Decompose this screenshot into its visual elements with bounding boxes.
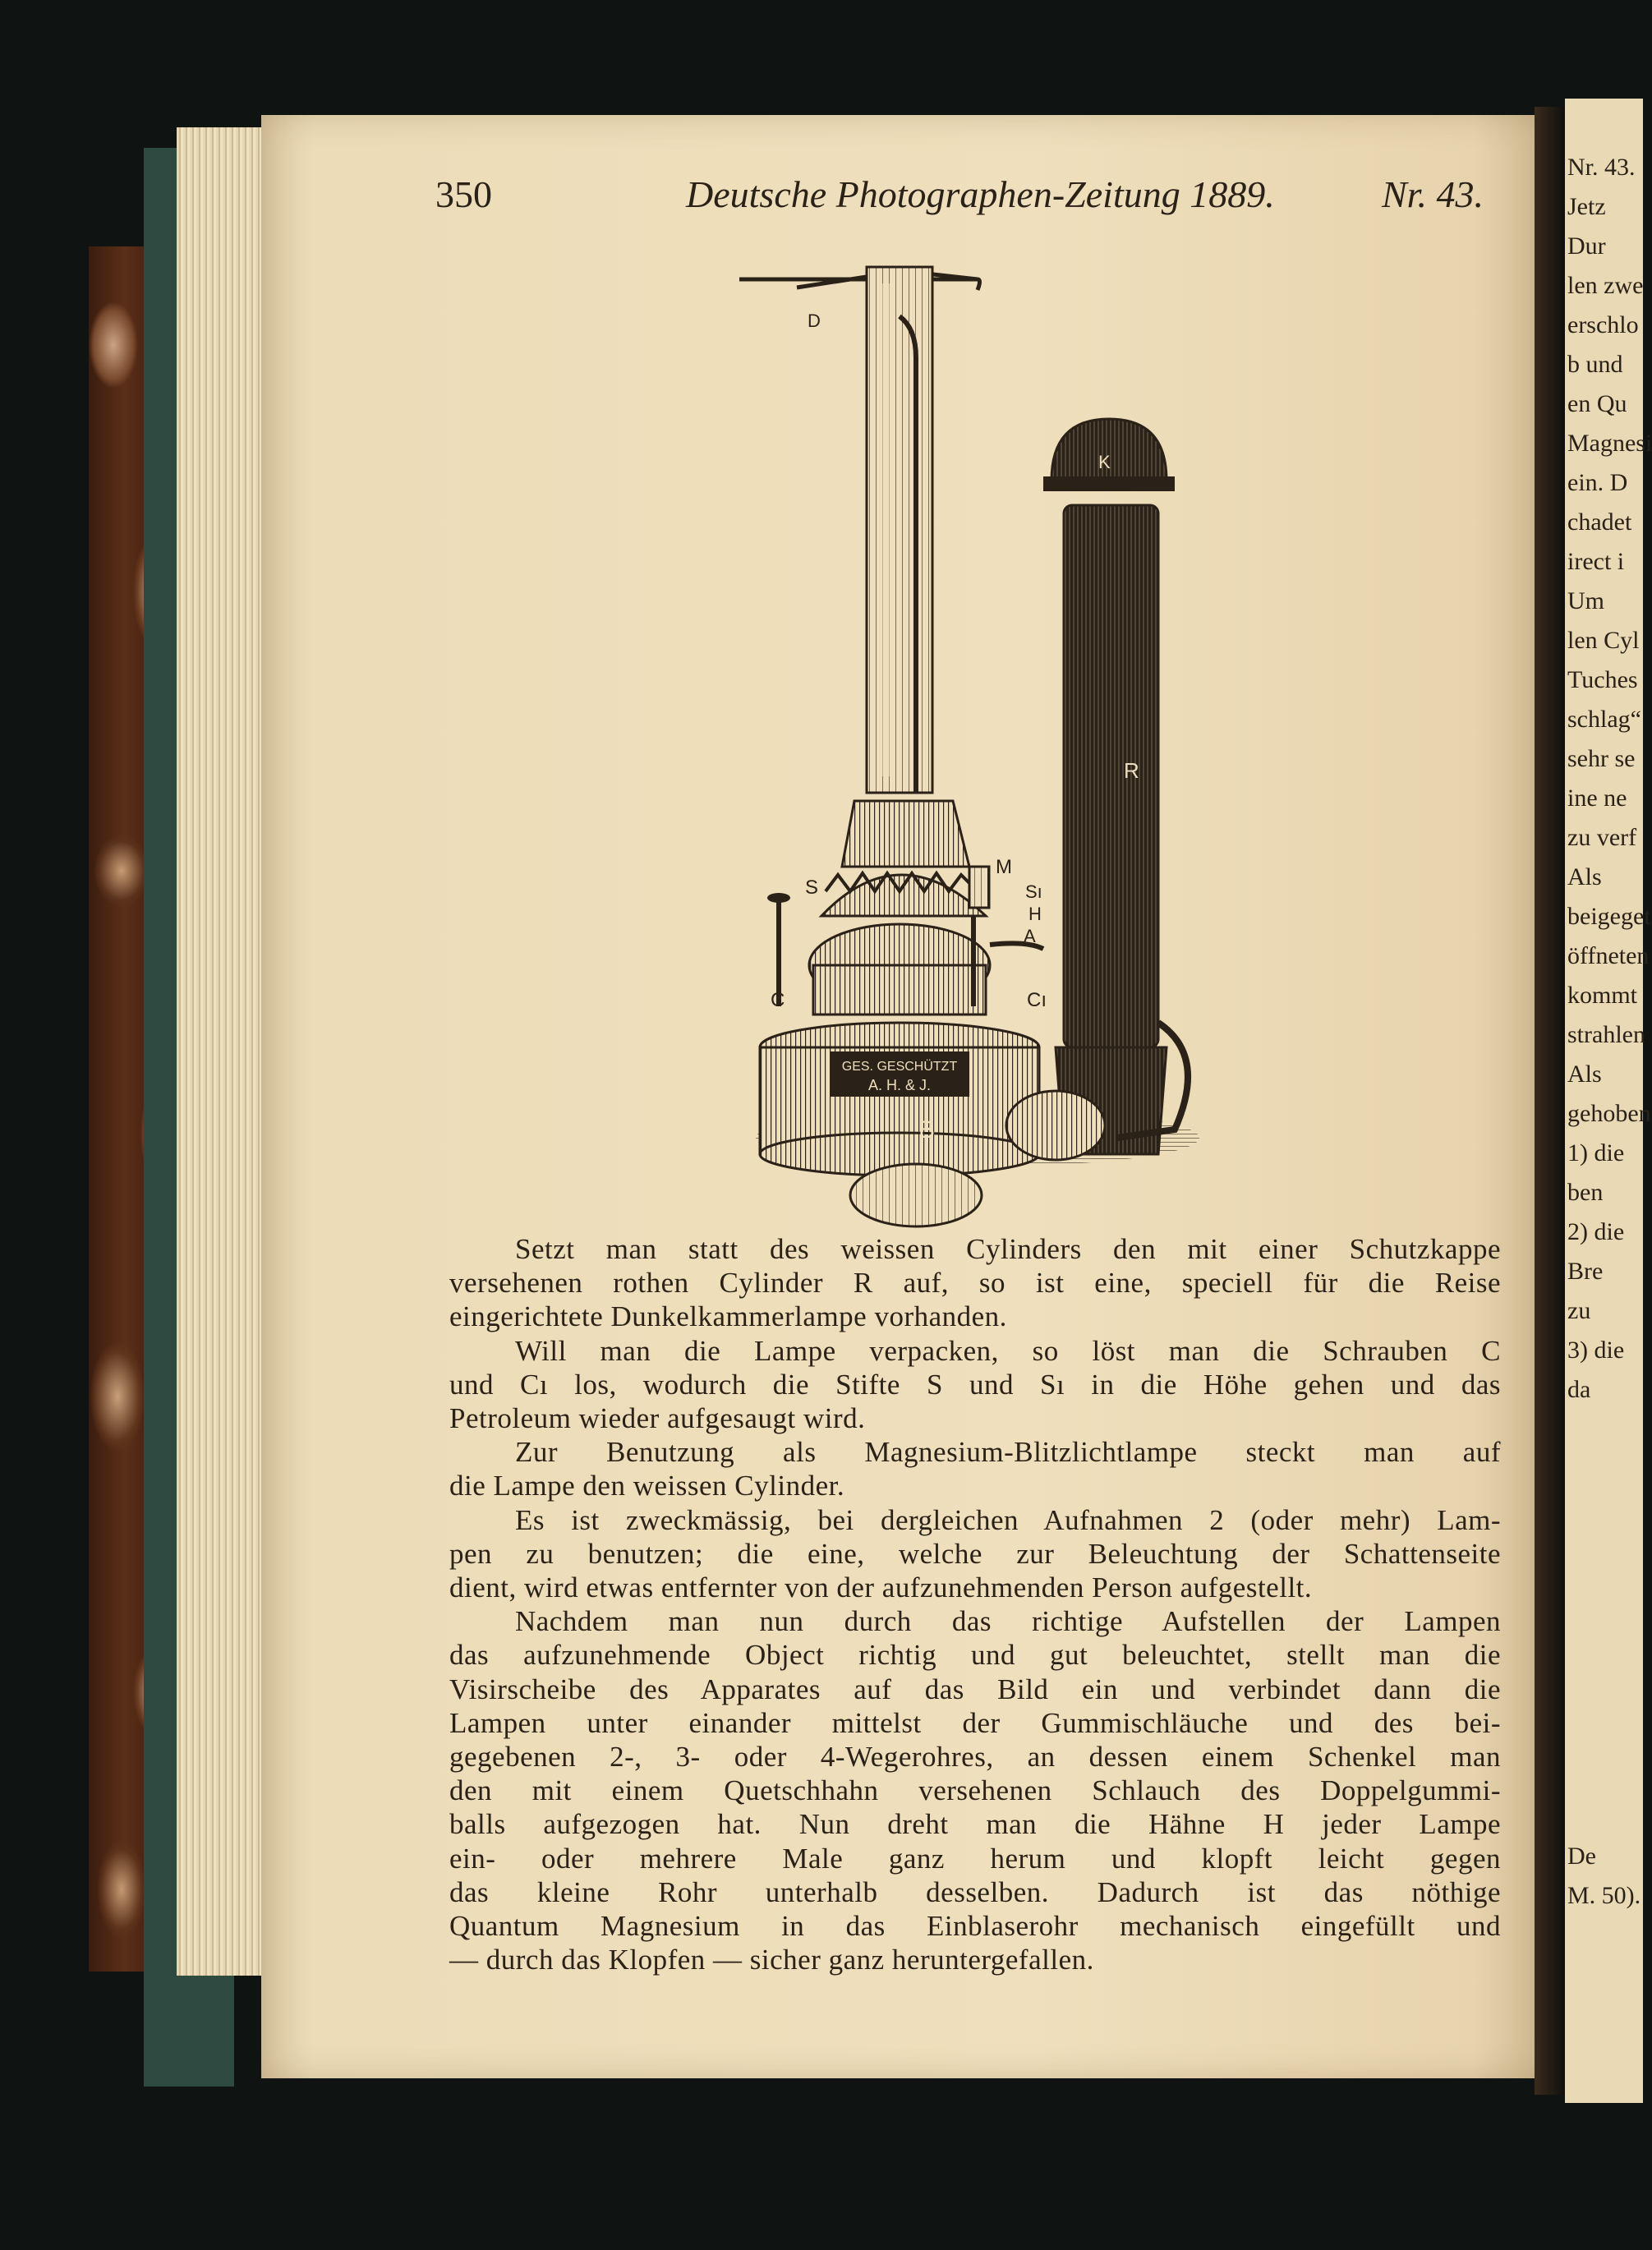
issue-number: Nr. 43. xyxy=(1382,173,1484,215)
facing-page-fragment: sehr se xyxy=(1567,745,1636,772)
facing-page-fragment: Dur xyxy=(1567,232,1606,260)
facing-page-fragment: erschlo xyxy=(1567,311,1639,338)
facing-page-fragment: Als xyxy=(1567,1061,1602,1088)
label-A: A xyxy=(1024,926,1036,946)
facing-page-text xyxy=(1567,148,1652,1916)
facing-page-fragment: irect i xyxy=(1567,548,1625,575)
text-line: Quantum Magnesium in das Einblaserohr mechanisch eingefüllt und xyxy=(449,1910,1501,1943)
facing-page-fragment: strahlen xyxy=(1567,1021,1645,1048)
label-C1: Cı xyxy=(1027,989,1047,1011)
text-line: eingerichtete Dunkelkammerlampe vorhanden. xyxy=(449,1300,1007,1333)
facing-page-fragment: len Cyl xyxy=(1567,627,1640,654)
text-line: den mit einem Quetschhahn versehenen Schlauch des Doppelgummi- xyxy=(449,1774,1501,1807)
label-S1: Sı xyxy=(1025,881,1042,902)
facing-page-fragment: en Qu xyxy=(1567,390,1627,417)
facing-page-fragment: ine ne xyxy=(1567,785,1627,812)
facing-page-fragment: De xyxy=(1567,1843,1596,1870)
facing-page-fragment: Jetz xyxy=(1567,193,1606,220)
text-line: Will man die Lampe verpacken, so löst man die Schrauben C xyxy=(515,1334,1501,1367)
facing-page-fragment: b und xyxy=(1567,351,1623,378)
facing-page-fragment: da xyxy=(1567,1376,1591,1403)
label-B: B xyxy=(918,1116,936,1143)
facing-page-fragment: Nr. 43. xyxy=(1567,154,1636,181)
text-line: die Lampe den weissen Cylinder. xyxy=(449,1470,845,1502)
article-body xyxy=(449,1232,1501,1976)
text-line: dient, wird etwas entfernter von der aufzunehmenden Person aufgestellt. xyxy=(449,1571,1313,1604)
text-line: Visirscheibe des Apparates auf das Bild ein und verbindet dann die xyxy=(449,1673,1501,1705)
rubber-ball-large xyxy=(1006,1091,1105,1160)
text-line: Nachdem man nun durch das richtige Aufstellen der Lampen xyxy=(515,1605,1501,1638)
facing-page-fragment: Magnesi xyxy=(1567,430,1652,457)
svg-text:A. H. & J.: A. H. & J. xyxy=(867,1077,932,1093)
text-line: das kleine Rohr unterhalb desselben. Dadurch ist das nöthige xyxy=(449,1875,1501,1908)
facing-page-fragment: beigeget xyxy=(1567,903,1651,930)
red-cylinder-R xyxy=(1064,505,1158,1047)
label-H: H xyxy=(1028,904,1042,924)
text-line: Es ist zweckmässig, bei dergleichen Aufnahmen 2 (oder mehr) Lam- xyxy=(515,1503,1501,1536)
label-R: R xyxy=(1124,758,1139,783)
text-line: Petroleum wieder aufgesaugt wird. xyxy=(449,1402,866,1435)
book-gutter xyxy=(1535,107,1567,2095)
text-line: Setzt man statt des weissen Cylinders den mit einer Schutzkappe xyxy=(515,1233,1501,1265)
wire-holder xyxy=(739,271,980,290)
text-line: gegebenen 2-, 3- oder 4-Wegerohres, an dessen einem Schenkel man xyxy=(449,1741,1501,1774)
facing-page-fragment: 1) die xyxy=(1567,1139,1625,1166)
facing-page-fragment: kommt xyxy=(1567,982,1638,1009)
facing-page-fragment: M. 50). xyxy=(1567,1882,1641,1909)
text-line: — durch das Klopfen — sicher ganz heruntergefallen. xyxy=(449,1944,1094,1976)
facing-page-fragment: 3) die xyxy=(1567,1337,1625,1364)
facing-page-fragment: Tuches xyxy=(1567,666,1638,693)
valve-M xyxy=(969,867,989,908)
facing-page-fragment: ein. D xyxy=(1567,469,1628,496)
text-line: versehenen rothen Cylinder R auf, so ist eine, speciell für die Reise xyxy=(449,1267,1501,1300)
text-line: pen zu benutzen; die eine, welche zur Beleuchtung der Schattenseite xyxy=(449,1537,1501,1570)
text-line: das aufzunehmende Object richtig und gut beleuchtet, stellt man die xyxy=(449,1639,1501,1672)
facing-page-fragment: schlag“ xyxy=(1567,706,1641,733)
page-number: 350 xyxy=(435,173,492,215)
text-line: Zur Benutzung als Magnesium-Blitzlichtlampe steckt man auf xyxy=(515,1436,1501,1469)
glass-cylinder xyxy=(867,267,932,793)
svg-text:GES. GESCHÜTZT: GES. GESCHÜTZT xyxy=(841,1060,958,1074)
burner-gallery xyxy=(842,801,969,867)
text-line: ein- oder mehrere Male ganz herum und klopft leicht gegen xyxy=(449,1842,1501,1875)
facing-page-fragment: gehoben xyxy=(1567,1100,1651,1127)
journal-title: Deutsche Photographen-Zeitung 1889. xyxy=(686,173,1275,215)
text-line: Lampen unter einander mittelst der Gummischläuche und des bei- xyxy=(449,1706,1501,1739)
facing-page-fragment: Um xyxy=(1567,587,1604,614)
lamp-illustration xyxy=(731,267,1191,1236)
facing-page-fragment: Bre xyxy=(1567,1258,1604,1285)
label-K: K xyxy=(1098,452,1111,472)
facing-page-fragment: öffneten xyxy=(1567,942,1650,969)
facing-page-fragment: 2) die xyxy=(1567,1218,1625,1245)
facing-page-fragment: zu verf xyxy=(1567,824,1637,851)
label-C: C xyxy=(771,989,785,1011)
text-line: und Cı los, wodurch die Stifte S und Sı in die Höhe gehen und das xyxy=(449,1368,1501,1401)
facing-page-fragment: len zwe xyxy=(1567,272,1644,299)
page-stack xyxy=(177,127,275,1976)
label-M: M xyxy=(996,856,1012,878)
text-line: balls aufgezogen hat. Nun dreht man die Hähne H jeder Lampe xyxy=(449,1808,1501,1841)
facing-page-fragment: chadet xyxy=(1567,508,1632,536)
facing-page-fragment: Als xyxy=(1567,863,1602,890)
label-D: D xyxy=(808,311,821,331)
rubber-ball-small xyxy=(850,1164,982,1226)
facing-page-fragment: ben xyxy=(1567,1179,1604,1206)
label-S: S xyxy=(805,877,819,899)
facing-page-fragment: zu xyxy=(1567,1297,1591,1324)
